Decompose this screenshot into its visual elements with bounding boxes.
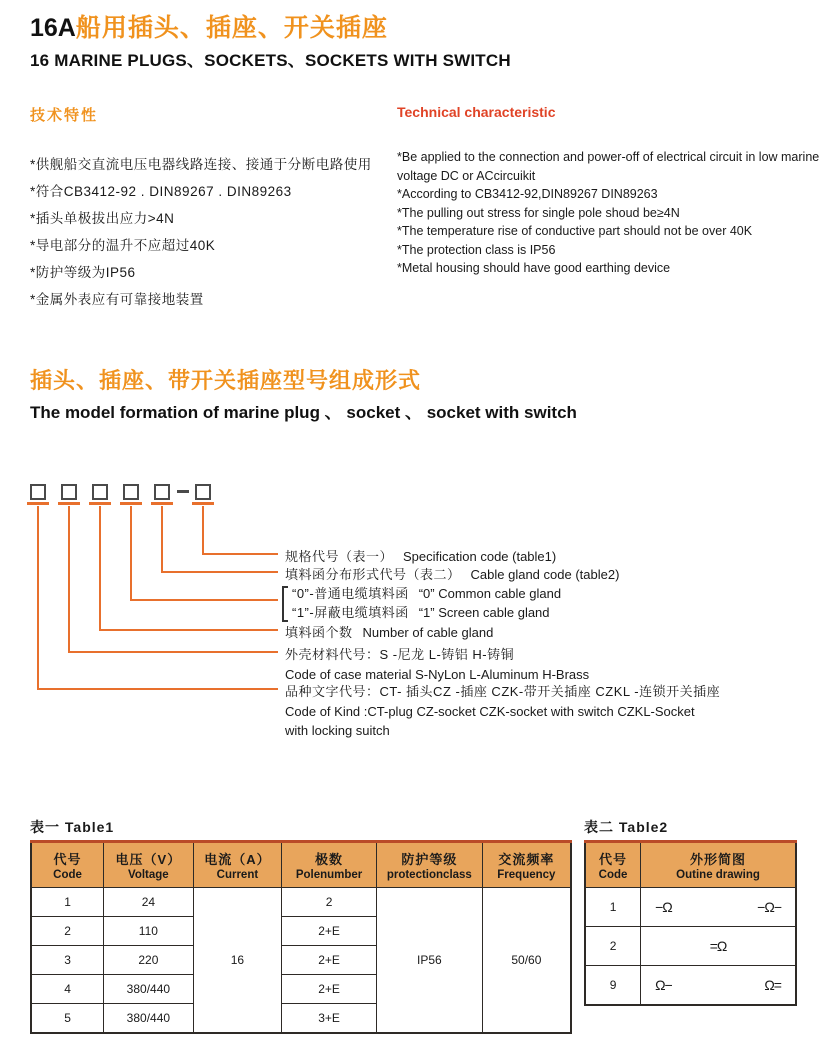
model-code-diagram bbox=[30, 484, 826, 754]
table-cell-frequency-merged: 50/60 bbox=[482, 888, 571, 1033]
tech-item-cn: *导电部分的温升不应超过40K bbox=[30, 238, 216, 253]
tech-item-cn: *插头单极拔出应力>4N bbox=[30, 211, 175, 226]
code-box-6 bbox=[195, 484, 211, 500]
model-heading-cn: 插头、插座、带开关插座型号组成形式 bbox=[30, 368, 422, 393]
table-cell: 1 bbox=[585, 888, 641, 927]
tech-item-cn: *金属外表应有可靠接地装置 bbox=[30, 292, 204, 307]
label-text-en: Code of Kind :CT-plug CZ-socket CZK-socket with switch CZKL-Socket bbox=[285, 704, 695, 719]
table1-header-row bbox=[31, 842, 571, 888]
connector-line bbox=[130, 599, 278, 601]
table-row bbox=[31, 888, 571, 917]
table-cell: 4 bbox=[31, 975, 104, 1004]
tech-item-en: *Be applied to the connection and power-off of electrical circuit in low marine voltage DC or ACcircuikit bbox=[397, 150, 820, 183]
table2-header-row bbox=[585, 842, 796, 888]
label-text-en: “0” Common cable gland bbox=[418, 586, 562, 601]
table1-caption: 表一 Table1 bbox=[30, 819, 115, 835]
options-bracket-icon bbox=[282, 586, 288, 622]
code-box-5 bbox=[154, 484, 170, 500]
outline-drawing-cell bbox=[641, 966, 796, 1005]
tech-item-en: *According to CB3412-92,DIN89267 DIN89263 bbox=[397, 187, 658, 201]
model-heading-en: The model formation of marine plug 、 socket 、 socket with switch bbox=[30, 403, 577, 422]
tech-item-en: *Metal housing should have good earthing device bbox=[397, 261, 671, 275]
connector-line bbox=[161, 571, 278, 573]
outline-drawing-cell bbox=[641, 888, 796, 927]
code-box-2 bbox=[61, 484, 77, 500]
tech-section-en bbox=[397, 104, 827, 278]
table-cell: 1 bbox=[31, 888, 104, 917]
connector-line bbox=[130, 506, 132, 601]
table-cell-current-merged: 16 bbox=[193, 888, 282, 1033]
table-cell: 2+E bbox=[282, 975, 377, 1004]
table-cell: 220 bbox=[104, 946, 194, 975]
header-cell-frequency: 交流频率 Frequency bbox=[482, 842, 571, 888]
header-cell-voltage: 电压（V） Voltage bbox=[104, 842, 194, 888]
table-row bbox=[585, 966, 796, 1005]
header-cell-polenumber: 极数 Polenumber bbox=[282, 842, 377, 888]
label-text-cn: 填料函分布形式代号（表二） bbox=[285, 567, 461, 582]
connector-line bbox=[99, 629, 278, 631]
table-row bbox=[585, 888, 796, 927]
table-cell: 2+E bbox=[282, 917, 377, 946]
label-text-cn: “0”-普通电缆填料函 bbox=[292, 586, 409, 601]
connector-line bbox=[161, 506, 163, 573]
gland-symbol: −Ω bbox=[655, 899, 672, 915]
header-cell-outline-drawing: 外形简图 Outine drawing bbox=[641, 842, 796, 888]
table2-caption: 表二 Table2 bbox=[584, 819, 669, 835]
header-cell-current: 电流（A） Current bbox=[193, 842, 282, 888]
option-line bbox=[292, 603, 561, 622]
label-text-cn: 外壳材料代号：S -尼龙 L-铸铝 H-铸铜 bbox=[285, 647, 515, 662]
table-cell: 3 bbox=[31, 946, 104, 975]
outline-drawing-cell bbox=[641, 927, 796, 966]
table-cell: 9 bbox=[585, 966, 641, 1005]
header-cell-protectionclass: 防护等级 protectionclass bbox=[376, 842, 482, 888]
code-box-3 bbox=[92, 484, 108, 500]
tech-item-cn: *符合CB3412-92 . DIN89267 . DIN89263 bbox=[30, 184, 292, 199]
gland-symbol: −Ω− bbox=[757, 899, 781, 915]
table-cell: 380/440 bbox=[104, 975, 194, 1004]
table-row bbox=[585, 927, 796, 966]
table-cell: 3+E bbox=[282, 1004, 377, 1033]
diagram-label-gland-count bbox=[285, 622, 493, 641]
title-block bbox=[30, 8, 511, 71]
table-cell: 2 bbox=[31, 917, 104, 946]
page-subtitle: 16 MARINE PLUGS、SOCKETS、SOCKETS WITH SWITCH bbox=[30, 51, 511, 70]
dash-separator bbox=[177, 490, 189, 493]
table1 bbox=[30, 840, 572, 1034]
label-text-cn: 规格代号（表一） bbox=[285, 549, 394, 564]
label-text-en: Specification code (table1) bbox=[403, 549, 557, 564]
table-cell-protection-merged: IP56 bbox=[376, 888, 482, 1033]
tech-item-cn: *防护等级为IP56 bbox=[30, 265, 136, 280]
connector-line bbox=[37, 688, 278, 690]
table-cell: 24 bbox=[104, 888, 194, 917]
gland-symbol: Ω= bbox=[764, 976, 781, 993]
label-text-en: with locking suitch bbox=[285, 723, 390, 738]
table2 bbox=[584, 840, 797, 1006]
code-box-1 bbox=[30, 484, 46, 500]
label-text-cn: 品种文字代号：CT- 插头CZ -插座 CZK-带开关插座 CZKL -连锁开关插座 bbox=[285, 684, 721, 699]
connector-line bbox=[68, 506, 70, 653]
gland-symbol: Ω− bbox=[655, 976, 672, 993]
diagram-label-material bbox=[285, 644, 589, 682]
label-text-en: “1” Screen cable gland bbox=[418, 605, 550, 620]
label-text-cn: “1”-屏蔽电缆填料函 bbox=[292, 605, 409, 620]
table-cell: 2 bbox=[282, 888, 377, 917]
table-cell: 5 bbox=[31, 1004, 104, 1033]
connector-line bbox=[68, 651, 278, 653]
connector-line bbox=[37, 506, 39, 690]
tech-item-en: *The protection class is IP56 bbox=[397, 242, 556, 257]
header-cell-code: 代号 Code bbox=[585, 842, 641, 888]
label-text-en: Number of cable gland bbox=[362, 625, 494, 640]
gland-symbol: =Ω bbox=[709, 938, 727, 954]
diagram-label-gland-type-options bbox=[292, 584, 561, 622]
tech-item-en: *The pulling out stress for single pole shoud be≥4N bbox=[397, 205, 680, 220]
connector-line bbox=[202, 506, 204, 555]
connector-line bbox=[202, 553, 278, 555]
header-cell-code: 代号 Code bbox=[31, 842, 104, 888]
model-section-heading bbox=[30, 364, 577, 423]
table-cell: 2+E bbox=[282, 946, 377, 975]
tech-item-cn: *供舰船交直流电压电器线路连接、接通于分断电路使用 bbox=[30, 157, 372, 172]
tech-item-en: *The temperature rise of conductive part should not be over 40K bbox=[397, 224, 753, 238]
page-title-cn: 船用插头、插座、开关插座 bbox=[75, 14, 388, 42]
label-text-en: Cable gland code (table2) bbox=[470, 567, 620, 582]
diagram-label-gland-code bbox=[285, 564, 619, 583]
connector-line bbox=[99, 506, 101, 631]
label-text-en: Code of case material S-NyLon L-Aluminum H-Brass bbox=[285, 667, 590, 682]
tech-section-cn bbox=[30, 104, 394, 313]
table-cell: 380/440 bbox=[104, 1004, 194, 1033]
page-title-prefix: 16A bbox=[30, 14, 76, 42]
page-title bbox=[30, 8, 511, 44]
code-box-4 bbox=[123, 484, 139, 500]
tech-heading-en: Technical characteristic bbox=[397, 104, 556, 120]
table-cell: 110 bbox=[104, 917, 194, 946]
table-cell: 2 bbox=[585, 927, 641, 966]
tech-heading-cn: 技术特性 bbox=[30, 107, 99, 124]
option-line bbox=[292, 584, 561, 603]
diagram-label-kind bbox=[285, 681, 720, 738]
diagram-label-specification bbox=[285, 546, 556, 565]
label-text-cn: 填料函个数 bbox=[285, 625, 353, 640]
